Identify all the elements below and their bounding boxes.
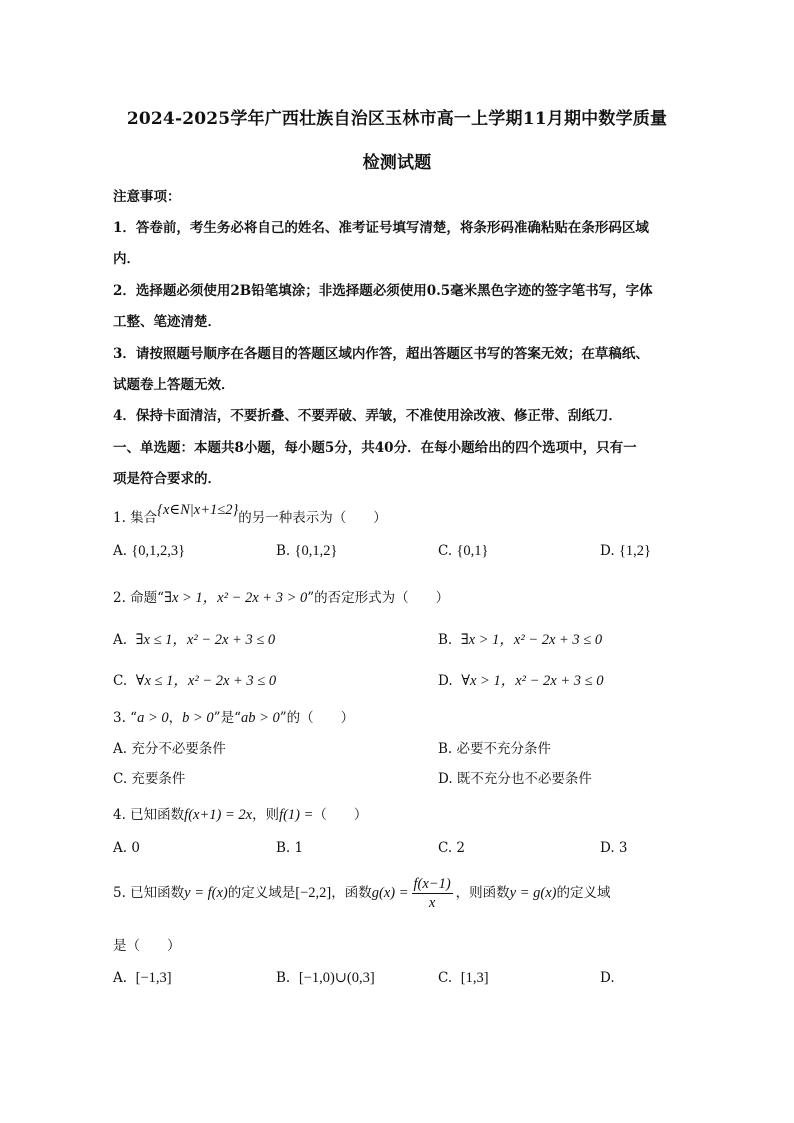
section-heading-1: 一、单选题：本题共8小题，每小题5分，共40分．在每小题给出的四个选项中，只有一 [113, 440, 637, 456]
note-2b: 工整、笔迹清楚． [113, 314, 221, 330]
title-line-1: 2024-2025学年广西壮族自治区玉林市高一上学期11月期中数学质量 [126, 109, 668, 129]
q1-option-b: B. {0,1,2} [276, 543, 338, 559]
question-1 [113, 502, 387, 527]
note-2a: 2．选择题必须使用2B铅笔填涂；非选择题必须使用0.5毫米黑色字迹的签字笔书写，字体 [113, 283, 653, 299]
q4-option-a: A. 0 [113, 840, 140, 856]
question-2: 2. 命题“∃x > 1，x² − 2x + 3 > 0”的否定形式为（ ） [113, 590, 450, 606]
note-3a: 3．请按照题号顺序在各题目的答题区域内作答，超出答题区书写的答案无效；在草稿纸、 [113, 346, 649, 362]
q1-set: {x∈N|x+1≤2} [157, 502, 239, 518]
q2-proposition: ∃x > 1，x² − 2x + 3 > 0 [164, 590, 308, 606]
q3-option-c: C. 充要条件 [113, 771, 186, 787]
q2-option-b: B. ∃x > 1，x² − 2x + 3 ≤ 0 [438, 632, 603, 648]
q5-fraction: $\frac{f(x-1)}{x}$ [413, 876, 451, 911]
q3-option-b: B. 必要不充分条件 [438, 741, 552, 757]
q1-suffix: 的另一种表示为（ ） [238, 510, 387, 526]
notes-heading: 注意事项： [113, 189, 181, 205]
q4-option-c: C. 2 [438, 840, 466, 856]
q3-option-d: D. 既不充分也不必要条件 [438, 771, 592, 787]
section-heading-2: 项是符合要求的． [113, 471, 221, 487]
title-line-2: 检测试题 [362, 153, 432, 173]
q2-option-d: D. ∀x > 1，x² − 2x + 3 ≤ 0 [438, 673, 604, 689]
question-5: 5. 已知函数y = f(x)的定义域是[−2,2]，函数g(x) = $\frac{f(x-1)}{x}$ ，则函数y = g(x)的定义域 [113, 876, 611, 911]
note-3b: 试题卷上答题无效． [113, 377, 235, 393]
q2-option-c: C. ∀x ≤ 1，x² − 2x + 3 ≤ 0 [113, 673, 277, 689]
note-1a: 1．答卷前，考生务必将自己的姓名、准考证号填写清楚，将条形码准确粘贴在条形码区域 [113, 220, 649, 236]
note-4: 4．保持卡面清洁，不要折叠、不要弄破、弄皱，不准使用涂改液、修正带、刮纸刀． [113, 408, 622, 424]
q5-option-a: A. [−1,3] [113, 970, 172, 986]
q3-option-a: A. 充分不必要条件 [113, 741, 226, 757]
q2-option-a: A. ∃x ≤ 1，x² − 2x + 3 ≤ 0 [113, 632, 276, 648]
q1-option-a: A. {0,1,2,3} [113, 543, 186, 559]
question-3: 3. “a > 0，b > 0”是“ab > 0”的（ ） [113, 710, 355, 726]
q1-option-c: C. {0,1} [438, 543, 489, 559]
q1-option-d: D. {1,2} [600, 543, 651, 559]
question-4: 4. 已知函数f(x+1) = 2x，则f(1) =（ ） [113, 807, 368, 823]
q5-line-2: 是（ ） [113, 938, 181, 954]
q4-option-d: D. 3 [600, 840, 628, 856]
q5-option-d: D. [600, 970, 615, 986]
q1-prefix: 1. 集合 [113, 510, 158, 526]
note-1b: 内． [113, 251, 140, 267]
q4-option-b: B. 1 [276, 840, 304, 856]
q5-option-b: B. [−1,0)∪(0,3] [276, 970, 375, 986]
q5-option-c: C. [1,3] [438, 970, 489, 986]
